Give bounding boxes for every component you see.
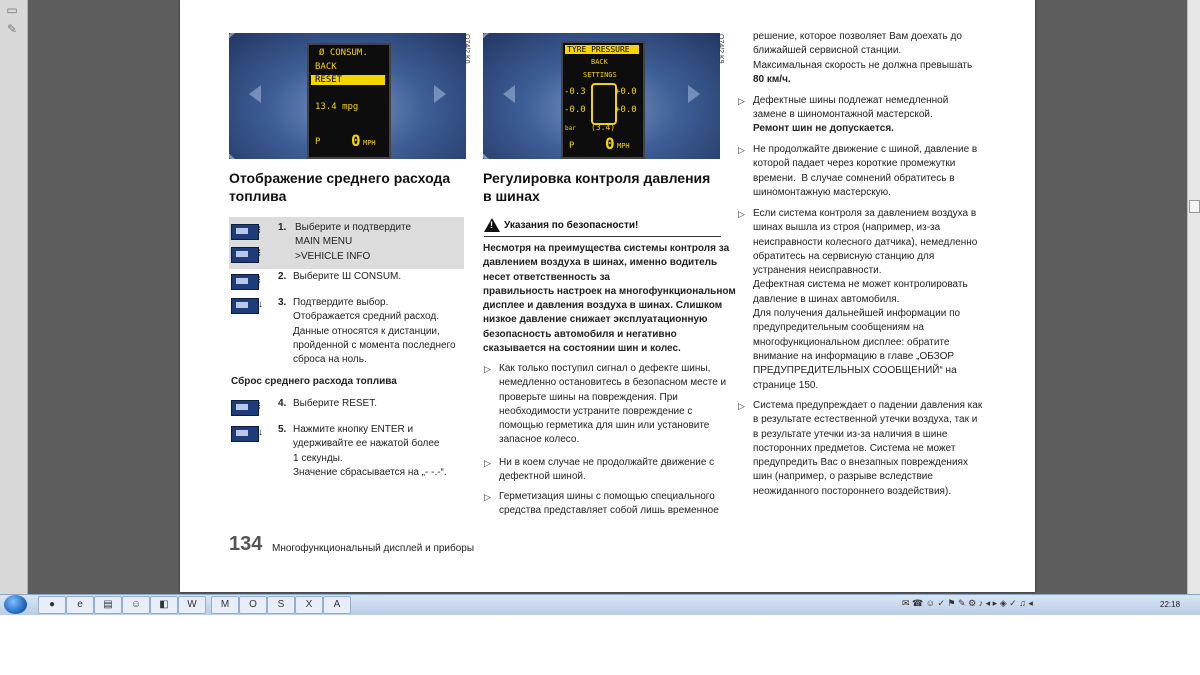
bullet-bold-text: Ремонт шин не допускается. (753, 123, 894, 134)
steering-button-icon: ⁝ (231, 398, 265, 418)
scroll-thumb[interactable] (1189, 200, 1200, 213)
excel-icon[interactable]: X (295, 596, 323, 614)
page-thumbnails-icon[interactable]: ▭ (6, 3, 18, 17)
step-text: Выберите Ш CONSUM. (293, 271, 402, 282)
lcd-title: Ø CONSUM. (319, 48, 368, 58)
explorer-icon[interactable]: ▤ (94, 596, 122, 614)
consumption-lcd-screen (307, 43, 391, 159)
consumption-heading: Отображение среднего расхода топлива (229, 170, 451, 204)
max-speed-text: 80 км/ч. (753, 74, 791, 85)
continued-text: решение, которое позволяет Вам доехать до ближайшей сервисной станции. Максимальная скорость не должна превышать (753, 31, 973, 71)
lcd-front-left-pressure: -0.3 (564, 87, 586, 97)
step-text: Подтвердите выбор. Отображается средний расход. Данные относятся к дистанции, пройденной с момента последнего сброса на ноль. (293, 297, 456, 366)
step-number: 5. (278, 424, 287, 435)
tyre-pressure-display-photo (483, 33, 720, 159)
bullet-text: Дефектные шины подлежат немедленной замене в шиномонтажной мастерской. (753, 95, 949, 121)
opera-icon[interactable]: O (239, 596, 267, 614)
lcd-back-item: BACK (591, 58, 608, 66)
step-text: Выберите RESET. (293, 398, 377, 409)
triangle-bullet-icon: ▷ (484, 492, 491, 502)
step-number: 3. (278, 297, 287, 308)
lcd-tyre-title: TYRE PRESSURE (565, 45, 639, 54)
lcd-gear: P (315, 137, 321, 147)
lcd-settings-item: SETTINGS (583, 71, 617, 79)
reset-subheading: Сброс среднего расхода топлива (231, 376, 397, 387)
warning-divider (484, 236, 721, 237)
word-icon[interactable]: W (178, 596, 206, 614)
internet-explorer-icon[interactable]: e (66, 596, 94, 614)
lcd-speed-unit: MPH (363, 139, 376, 147)
lcd-speed-unit: MPH (617, 142, 630, 150)
lcd-pressure-unit: bar (565, 125, 576, 132)
lcd-rear-left-pressure: -0.0 (564, 105, 586, 115)
safety-warning-title: ! Указания по безопасности! (484, 218, 638, 232)
tray-icons[interactable]: ✉ ☎ ☺ ✓ ⚑ ✎ ⚙ ♪ ◂ ▸ ◈ ✓ ♫ ◂ (902, 598, 1033, 608)
bullet-text: Если система контроля за давлением воздуха в шинах вышла из строя (например, из-за неисправности колесного датчика), немедленно обратитесь на сервисную станцию для устранения неисправности. Дефектная система не может контролировать давление в шинах автомобиля. Для получения дальнейшей информации по предупредительным сообщениям на многофункциональном дисплее: обратите внимание на информацию в главе „ОБЗОР ПРЕДУПРЕДИТЕЛЬНЫХ СООБЩЕНИЙ“ на странице 150. (753, 208, 978, 391)
step-text: Нажмите кнопку ENTER и удерживайте ее нажатой более 1 секунды. Значение сбрасывается на „- -.-“. (293, 424, 447, 478)
steering-button-icon: ↓ (231, 296, 265, 316)
taskbar-clock[interactable]: 22:18 (1160, 600, 1181, 609)
photo-code-middle: O74/2 K9 (717, 34, 724, 64)
photo-code-left: O74/2 K0 (463, 34, 470, 64)
safety-warning-text: Несмотря на преимущества системы контроля за давлением воздуха в шинах, именно водитель несет ответственность за правильность настроек на многофункциональном дисплее и давления воздуха в шинах. Слишком низкое давление снижает эксплуатационную безопасность автомобиля и негативно сказывается на состоянии шин и колес. (483, 243, 736, 355)
tyre-pressure-lcd-screen (561, 41, 645, 159)
lcd-reset-item: RESET (311, 75, 385, 85)
steering-button-icon: ⁝ (231, 272, 265, 292)
firefox-icon[interactable]: ● (38, 596, 66, 614)
triangle-bullet-icon: ▷ (484, 364, 491, 374)
lcd-reference-pressure: (3.4) (591, 123, 616, 132)
bullet-text: Система предупреждает о падении давления как в результате естественной утечки воздуха, так и в результате утечки из-за наличия в шине посторонних предметов. Система не может предупредить Вас о внезапных повреждениях шин (например, о разрыве вследствие неожиданного постороннего воздействия). (753, 400, 983, 497)
lcd-back-item: BACK (315, 62, 337, 72)
viewer-side-panel (0, 0, 28, 594)
bullet-text: Ни в коем случае не продолжайте движение с дефектной шиной. (499, 457, 715, 483)
lcd-rear-right-pressure: +0.0 (615, 105, 637, 115)
lcd-speed: 0 (351, 131, 361, 150)
page-number: 134 (229, 533, 263, 555)
footer-section-title: Многофункциональный дисплей и приборы (272, 543, 475, 554)
bullet-text: Не продолжайте движение с шиной, давление в которой падает через короткие промежутки времени. В случае сомнений обратитесь в шиномонтажную мастерскую. (753, 144, 978, 198)
start-button[interactable] (4, 595, 27, 614)
steering-button-icon: ↓ (231, 424, 265, 444)
lcd-speed: 0 (605, 134, 615, 153)
app-icon[interactable]: ◧ (150, 596, 178, 614)
vertical-scrollbar[interactable] (1187, 0, 1200, 594)
step-number: 4. (278, 398, 287, 409)
warning-triangle-icon: ! (484, 218, 500, 232)
lcd-front-right-pressure: +0.0 (615, 87, 637, 97)
triangle-bullet-icon: ▷ (738, 209, 745, 219)
messenger-icon[interactable]: ☺ (122, 596, 150, 614)
step-number: 1. (278, 222, 287, 233)
triangle-bullet-icon: ▷ (738, 96, 745, 106)
bullet-text: Герметизация шины с помощью специального средства представляет собой лишь временное (499, 491, 719, 517)
step-number: 2. (278, 271, 287, 282)
bullet-text: Как только поступил сигнал о дефекте шины, немедленно остановитесь в безопасном месте и проверьте шины на повреждения. При необходимости устраните повреждение с помощью герметика для шин или установите запасное колесо. (499, 363, 727, 446)
pen-icon[interactable]: ✎ (6, 22, 18, 36)
steering-button-icon: ⁝ (231, 222, 265, 242)
triangle-bullet-icon: ▷ (738, 401, 745, 411)
skype-icon[interactable]: S (267, 596, 295, 614)
tyre-pressure-heading: Регулировка контроля давления в шинах (483, 170, 711, 204)
lcd-consumption-value: 13.4 mpg (315, 102, 359, 112)
car-outline-icon (591, 83, 617, 125)
triangle-bullet-icon: ▷ (484, 458, 491, 468)
consumption-display-photo (229, 33, 466, 159)
pdf-reader-icon[interactable]: A (323, 596, 351, 614)
lcd-gear: P (569, 141, 575, 151)
triangle-bullet-icon: ▷ (738, 145, 745, 155)
step-text: Выберите и подтвердите MAIN MENU >VEHICLE INFO (295, 222, 412, 262)
steering-button-icon: ⁝ (231, 245, 265, 265)
app-icon[interactable]: M (211, 596, 239, 614)
